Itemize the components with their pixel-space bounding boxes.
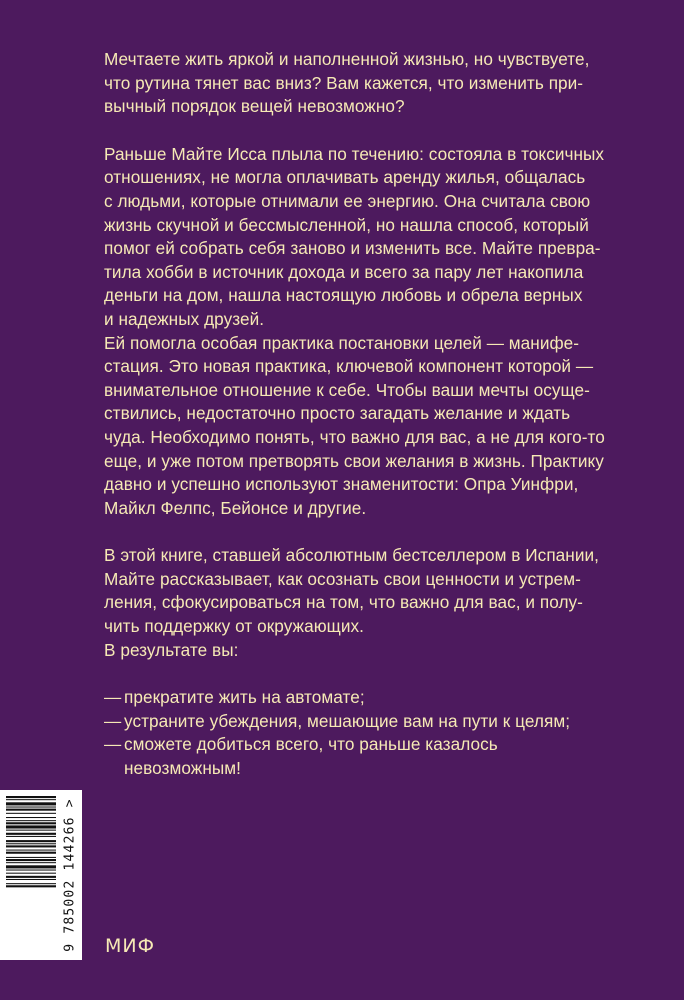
barcode-bar: [6, 870, 56, 871]
barcode-bar: [6, 825, 56, 828]
bullet-dash: —: [104, 734, 122, 755]
barcode-bar: [6, 883, 56, 884]
barcode-bar: [6, 813, 56, 814]
bullet-dash: —: [104, 710, 122, 731]
list-item: [104, 733, 634, 780]
publisher-logo: МИФ: [105, 935, 155, 957]
barcode-bar: [6, 830, 56, 831]
barcode-bar: [6, 876, 56, 878]
barcode-digits: [58, 790, 82, 960]
barcode-bar: [6, 873, 56, 874]
barcode-bar: [6, 822, 56, 824]
barcode-bar: [6, 836, 56, 837]
barcode-bar: [6, 857, 56, 858]
barcode-bar: [6, 862, 56, 863]
intro-paragraph: Мечтаете жить яркой и наполненной жизнью, но чувствуете, что рутина тянет вас вниз? Вам кажется, что изменить при- вычный порядок вещей невозможно?: [104, 49, 590, 117]
barcode-bar: [6, 852, 56, 854]
barcode-bar: [6, 859, 56, 861]
barcode-bar: [6, 796, 56, 798]
result-intro: В результате вы:: [104, 639, 239, 660]
annotation-text: [104, 48, 634, 781]
barcode-bar: [6, 807, 56, 808]
list-item-text: прекратите жить на автомате;: [124, 687, 365, 708]
barcode-bar: [6, 845, 56, 847]
barcode-bar: [6, 809, 56, 811]
barcode-bar: [6, 817, 56, 818]
barcode-bar: [6, 833, 56, 835]
barcode-number: 9 785002 144266 >: [62, 798, 78, 952]
list-item: [104, 686, 634, 710]
practice-paragraph: Ей помогла особая практика постановки целей — манифе- стация. Это новая практика, ключевой компонент которой — внимательное отношение к себе. Чтобы ваши мечты осуще- ствились, недостаточно просто загадать желание и ждать чуда. Необходимо понять, что важно для вас, а не для кого-то еще, и уже потом претворять свои желания в жизнь. Практику давно и успешно используют знаменитости: Опра Уинфри, Майкл Фелпс, Бейонсе и другие.: [104, 332, 605, 518]
barcode-bar: [6, 843, 56, 844]
book-paragraph: В этой книге, ставшей абсолютным бестселлером в Испании, Майте рассказывает, как осознать свои ценности и устрем- ления, сфокусироваться на том, что важно для вас, и полу- чить поддержку от окружающих.: [104, 545, 599, 637]
barcode-bar: [6, 820, 56, 821]
barcode-bar: [6, 802, 56, 805]
barcode-bar: [6, 865, 56, 868]
result-list: [104, 686, 634, 780]
bullet-dash: —: [104, 687, 122, 708]
barcode-bar: [6, 799, 56, 800]
list-item-text: сможете добиться всего, что раньше казалось невозможным!: [124, 734, 498, 779]
barcode-bar: [6, 840, 56, 842]
barcode-bar: [6, 879, 56, 880]
barcode-bar: [6, 850, 56, 851]
barcode-bars: [6, 796, 56, 954]
list-item: [104, 710, 634, 734]
isbn-barcode: [0, 790, 82, 960]
list-item-text: устраните убеждения, мешающие вам на пути к целям;: [124, 710, 571, 731]
story-paragraph: Раньше Майте Исса плыла по течению: состояла в токсичных отношениях, не могла оплачивать аренду жилья, общалась с людьми, которые отнимали ее энергию. Она считала свою жизнь скучной и бессмысленной, но нашла способ, который помог ей собрать себя заново и изменить все. Майте превра- тила хобби в источник дохода и всего за пару лет накопила деньги на дом, нашла настоящую любовь и обрела верных и надежных друзей.: [104, 143, 605, 329]
barcode-bar: [6, 885, 56, 887]
